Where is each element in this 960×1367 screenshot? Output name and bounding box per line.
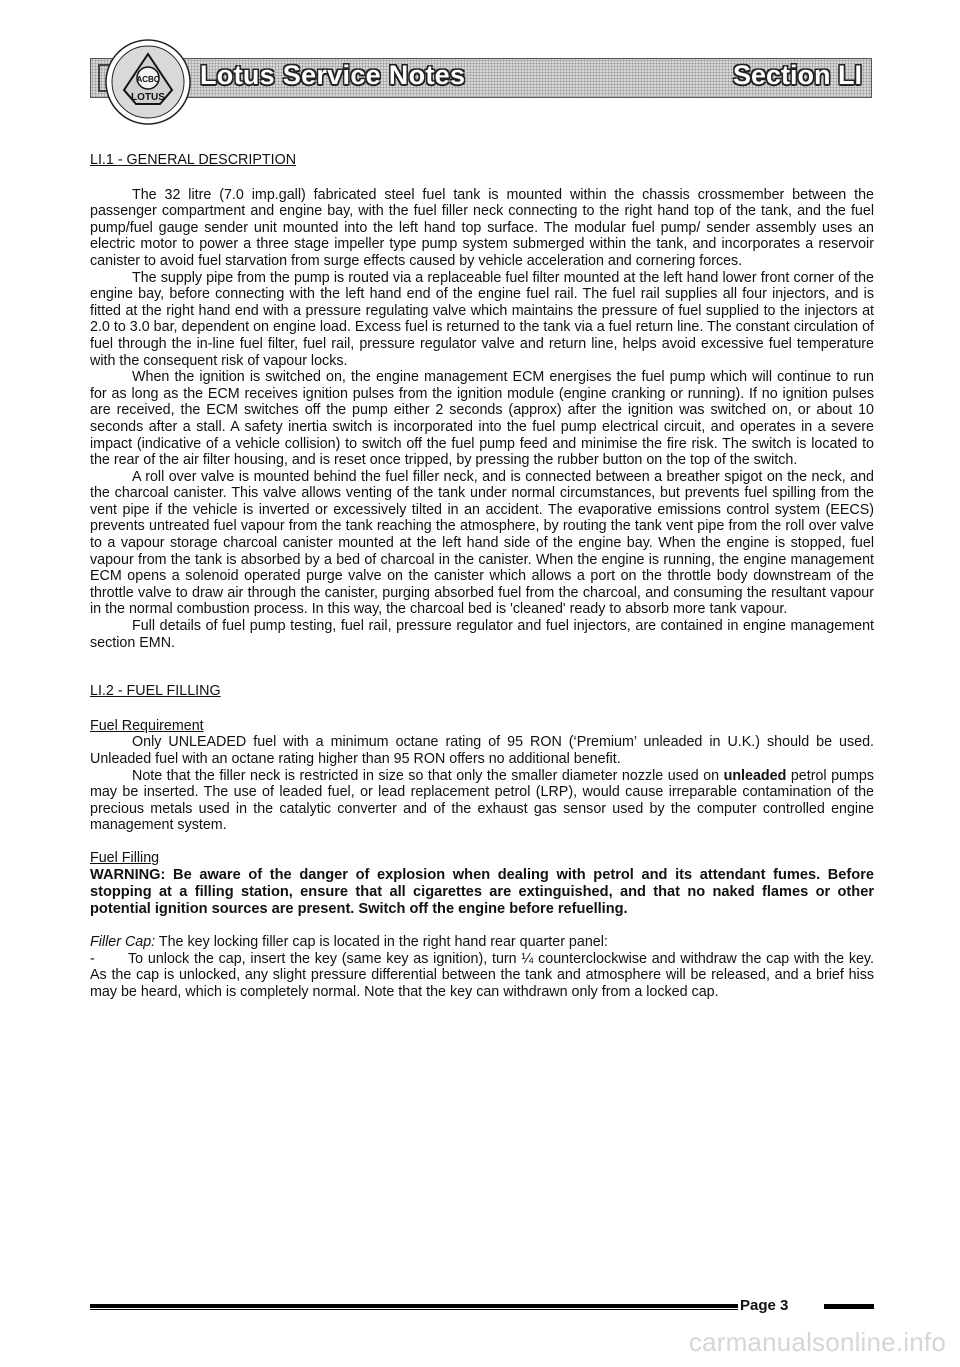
paragraph: Filler Cap: The key locking filler cap is located in the right hand rear quarter panel: xyxy=(90,934,608,951)
logo-monogram: ACBC xyxy=(136,75,160,84)
paragraph: The supply pipe from the pump is routed via a replaceable fuel filter mounted at the left hand lower front corner of the engine bay, before connecting with the left hand end of the engine fuel rail. The fuel rail supplies all four injectors, and is fitted at the right hand end with a pressure regulating valve which maintains the pressure of fuel supplied to the injectors at 2.0 to 3.0 bar, dependent on engine load. Excess fuel is returned to the tank via a fuel return line. The constant circulation of fuel through the in-line fuel filter, fuel rail, pressure regulator valve and return line, helps avoid excessive fuel temperature with the consequent risk of vapour locks. xyxy=(90,269,874,369)
subheading: Fuel Requirement xyxy=(90,717,204,734)
paragraph: The 32 litre (7.0 imp.gall) fabricated steel fuel tank is mounted within the chassis crossmember between the passenger compartment and engine bay, with the fuel filler neck connecting to the right hand top of the tank, and the fuel pump/fuel gauge sender unit mounted into the left hand top surface. The modular fuel pump/ sender assembly uses an electric motor to power a three stage impeller type pump system submerged within the tank, and incorporates a reservoir canister to avoid fuel starvation from surge effects caused by vehicle acceleration and cornering forces. xyxy=(90,186,874,269)
subheading: Fuel Filling xyxy=(90,849,160,866)
footer-rule xyxy=(90,1304,738,1308)
list-item: - To unlock the cap, insert the key (same key as ignition), turn ¼ counterclockwise and withdraw the cap with the key. As the cap is unlocked, any slight pressure differential between the tank and atmosphere will be released, and a brief hiss may be heard, which is completely normal. Note that the key can withdrawn only from a locked cap. xyxy=(90,950,874,1000)
page-title: Lotus Service Notes xyxy=(200,60,466,90)
paragraph: When the ignition is switched on, the engine management ECM energises the fuel pump which will continue to run for as long as the ECM receives ignition pulses from the ignition module (engine cranking or running). If no ignition pulses are received, the ECM switches off the pump either 2 seconds (approx) after the ignition was switched on, or about 10 seconds after a stall. A safety inertia switch is incorporated into the fuel pump electrical circuit, and operates in a severe impact (indicative of a vehicle collision) to switch off the fuel pump feed and minimise the fire risk. The switch is located to the rear of the air filter housing, and is reset once tripped, by pressing the rubber button on the top of the switch. xyxy=(90,369,874,469)
paragraph: Full details of fuel pump testing, fuel rail, pressure regulator and fuel injectors, are contained in engine management section EMN. xyxy=(90,618,874,651)
paragraph: Only UNLEADED fuel with a minimum octane rating of 95 RON (‘Premium’ unleaded in U.K.) should be used. Unleaded fuel with an octane rating higher than 95 RON offers no additional benefit. xyxy=(90,734,874,767)
logo-text: LOTUS xyxy=(131,92,165,103)
section-label: Section LI xyxy=(732,60,862,90)
filler-cap-label: Filler Cap: xyxy=(90,934,156,951)
watermark: carmanualsonline.info xyxy=(688,1327,946,1357)
bold-term: unleaded xyxy=(723,767,787,784)
section-heading: LI.1 - GENERAL DESCRIPTION xyxy=(90,152,297,168)
footer-dash xyxy=(824,1304,874,1309)
page-number: Page 3 xyxy=(740,1297,789,1314)
footer-rule-thin xyxy=(90,1309,738,1310)
lotus-logo-icon xyxy=(104,38,192,126)
paragraph: A roll over valve is mounted behind the fuel filler neck, and is connected between a breather spigot on the neck, and the charcoal canister. This valve allows venting of the tank under normal circumstances, but prevents fuel spilling from the vent pipe if the vehicle is inverted or excessively tilted in an accident. The evaporative emissions control system (EECS) prevents untreated fuel vapour from the tank reaching the atmosphere, by routing the tank vent pipe from the roll over valve to a vapour storage charcoal canister mounted at the left hand side of the engine bay. When the engine is stopped, fuel vapour from the tank is absorbed by a bed of charcoal in the canister. When the engine is running, the engine management ECM opens a solenoid operated purge valve on the canister which allows a port on the throttle body downstream of the throttle valve to draw air through the canister, purging absorbed fuel from the charcoal, and consuming the resultant vapour in the normal combustion process. In this way, the charcoal bed is 'cleaned' ready to absorb more tank vapour. xyxy=(90,468,874,618)
document-body xyxy=(90,152,874,1001)
section-heading: LI.2 - FUEL FILLING xyxy=(90,683,221,700)
warning-text: WARNING: Be aware of the danger of explosion when dealing with petrol and its attendant fumes. Before stopping at a filling station, ensure that all cigarettes are extinguished, and that no naked flames or other potential ignition sources are present. Switch off the engine before refuelling. xyxy=(90,866,874,917)
paragraph: Note that the filler neck is restricted in size so that only the smaller diameter nozzle used on unleaded petrol pumps may be inserted. The use of leaded fuel, or lead replacement petrol (LRP), would cause irreparable contamination of the precious metals used in the catalytic converter and of the exhaust gas sensor used by the computer controlled engine management system. xyxy=(90,767,874,834)
